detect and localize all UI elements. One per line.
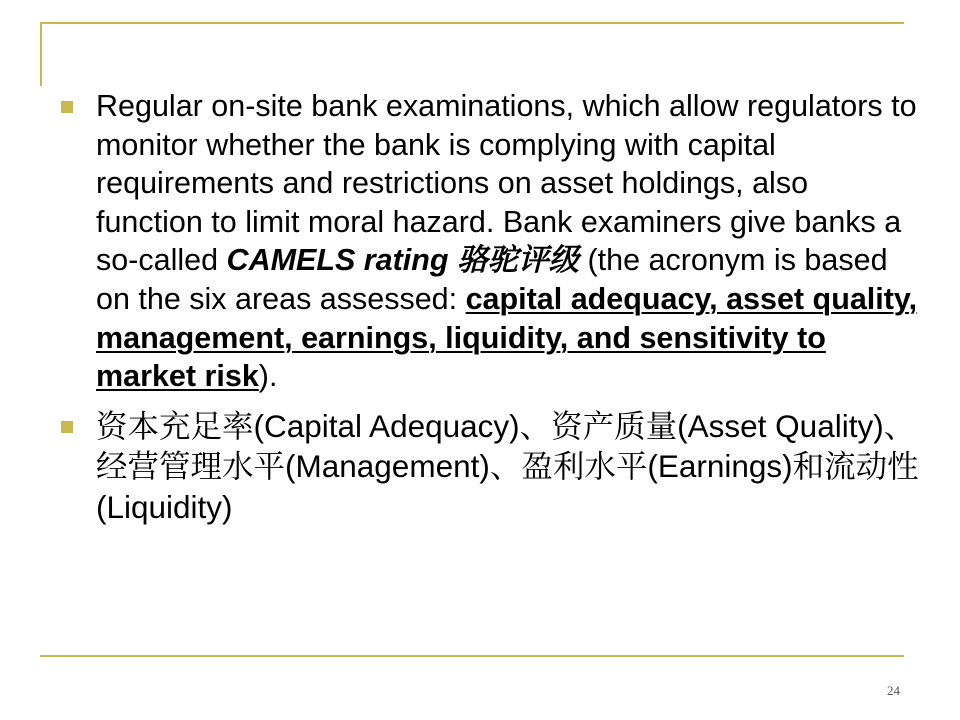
- page-number: 24: [887, 683, 900, 698]
- square-bullet-icon: [61, 101, 73, 113]
- camels-rating-term: CAMELS rating 骆驼评级: [226, 243, 579, 278]
- bullet-item-chinese-terms: [60, 406, 920, 528]
- bullet-text-intro: Regular on-site bank examinations, which allow regulators to monitor whether the bank is complying with capital requirements and restrictions on asset holdings, also function to limit moral hazard. Bank examiners give banks a so-called: [96, 89, 917, 278]
- frame-left-line: [40, 22, 42, 86]
- slide-content: [60, 87, 920, 527]
- bullet-item-camels: [60, 87, 920, 396]
- frame-top-line: [40, 22, 904, 24]
- bullet-text-end: ).: [258, 359, 278, 394]
- bullet-text-chinese: 资本充足率(Capital Adequacy)、资产质量(Asset Quality)、经营管理水平(Management)、盈利水平(Earnings)和流动性(Liquidity): [96, 407, 919, 525]
- camels-areas-list: capital adequacy, asset quality, management, earnings, liquidity, and sensitivity to market risk: [96, 281, 918, 394]
- square-bullet-icon: [61, 421, 73, 433]
- bullet-text-acronym: (the acronym is based on the six areas assessed:: [96, 243, 888, 316]
- frame-bottom-line: [40, 655, 904, 657]
